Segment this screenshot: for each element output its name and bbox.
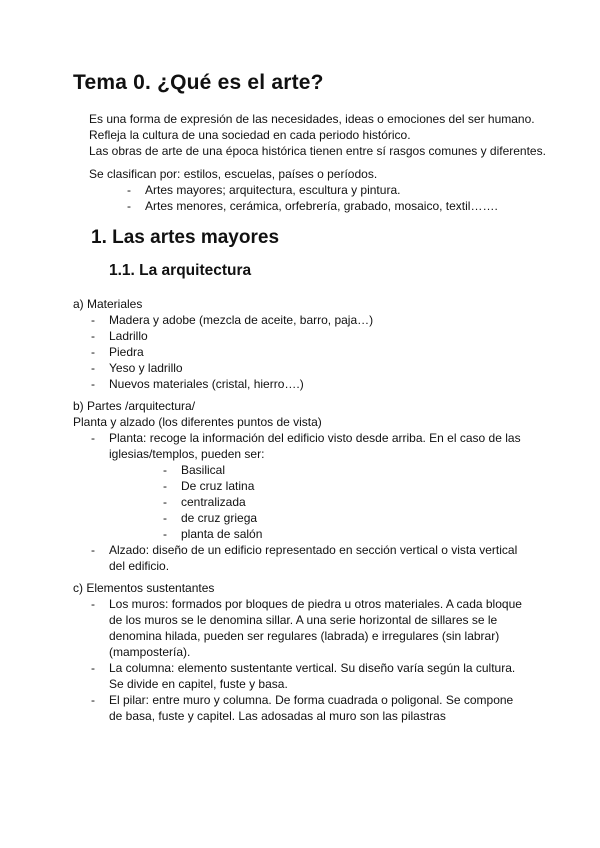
list-item: Alzado: diseño de un edificio representado en sección vertical o vista vertical — [109, 543, 518, 557]
intro-line: Las obras de arte de una época histórica tienen entre sí rasgos comunes y diferentes. — [89, 144, 546, 158]
page-title: Tema 0. ¿Qué es el arte? — [73, 71, 324, 94]
list-item-continuation: Se divide en capitel, fuste y basa. — [109, 677, 288, 691]
intro-line: Refleja la cultura de una sociedad en cada periodo histórico. — [89, 128, 411, 142]
list-item: De cruz latina — [181, 479, 255, 493]
list-item: Artes menores, cerámica, orfebrería, grabado, mosaico, textil……. — [145, 199, 498, 213]
bullet-marker: - — [91, 345, 95, 359]
list-item: planta de salón — [181, 527, 263, 541]
intro-line: Es una forma de expresión de las necesidades, ideas o emociones del ser humano. — [89, 112, 535, 126]
group-label: a) Materiales — [73, 297, 143, 311]
bullet-marker: - — [127, 183, 131, 197]
bullet-marker: - — [91, 543, 95, 557]
bullet-marker: - — [91, 693, 95, 707]
list-item: Madera y adobe (mezcla de aceite, barro, paja…) — [109, 313, 374, 327]
list-item-continuation: iglesias/templos, pueden ser: — [109, 447, 265, 461]
list-item: Ladrillo — [109, 329, 148, 343]
list-item: El pilar: entre muro y columna. De forma cuadrada o poligonal. Se compone — [109, 693, 514, 707]
bullet-marker: - — [91, 361, 95, 375]
list-item-continuation: de basa, fuste y capitel. Las adosadas al muro son las pilastras — [109, 709, 446, 723]
list-item: centralizada — [181, 495, 246, 509]
list-item-continuation: (mampostería). — [109, 645, 191, 659]
list-item-continuation: del edificio. — [109, 559, 170, 573]
list-item: Artes mayores; arquitectura, escultura y pintura. — [145, 183, 401, 197]
bullet-marker: - — [91, 377, 95, 391]
list-item: Nuevos materiales (cristal, hierro….) — [109, 377, 304, 391]
group-sub-label: Planta y alzado (los diferentes puntos de vista) — [73, 415, 322, 429]
list-item: Basilical — [181, 463, 226, 477]
bullet-marker: - — [91, 661, 95, 675]
intro-classify: Se clasifican por: estilos, escuelas, países o períodos. — [89, 167, 378, 181]
bullet-marker: - — [127, 199, 131, 213]
group-label: b) Partes /arquitectura/ — [73, 399, 196, 413]
list-item-continuation: de los muros se le denomina sillar. A una serie horizontal de sillares se le — [109, 613, 498, 627]
list-item: La columna: elemento sustentante vertical. Su diseño varía según la cultura. — [109, 661, 516, 675]
list-item: Los muros: formados por bloques de piedra u otros materiales. A cada bloque — [109, 597, 522, 611]
bullet-marker: - — [91, 431, 95, 445]
bullet-marker: - — [163, 511, 167, 525]
list-item: Yeso y ladrillo — [109, 361, 183, 375]
section-heading: 1. Las artes mayores — [91, 227, 280, 248]
bullet-marker: - — [91, 313, 95, 327]
bullet-marker: - — [163, 479, 167, 493]
list-item: Planta: recoge la información del edificio visto desde arriba. En el caso de las — [109, 431, 521, 445]
bullet-marker: - — [91, 329, 95, 343]
list-item-continuation: denomina hilada, pueden ser regulares (labrada) e irregulares (sin labrar) — [109, 629, 500, 643]
bullet-marker: - — [163, 463, 167, 477]
bullet-marker: - — [91, 597, 95, 611]
group-label: c) Elementos sustentantes — [73, 581, 215, 595]
subsection-heading: 1.1. La arquitectura — [109, 262, 252, 279]
bullet-marker: - — [163, 527, 167, 541]
bullet-marker: - — [163, 495, 167, 509]
list-item: de cruz griega — [181, 511, 258, 525]
list-item: Piedra — [109, 345, 144, 359]
